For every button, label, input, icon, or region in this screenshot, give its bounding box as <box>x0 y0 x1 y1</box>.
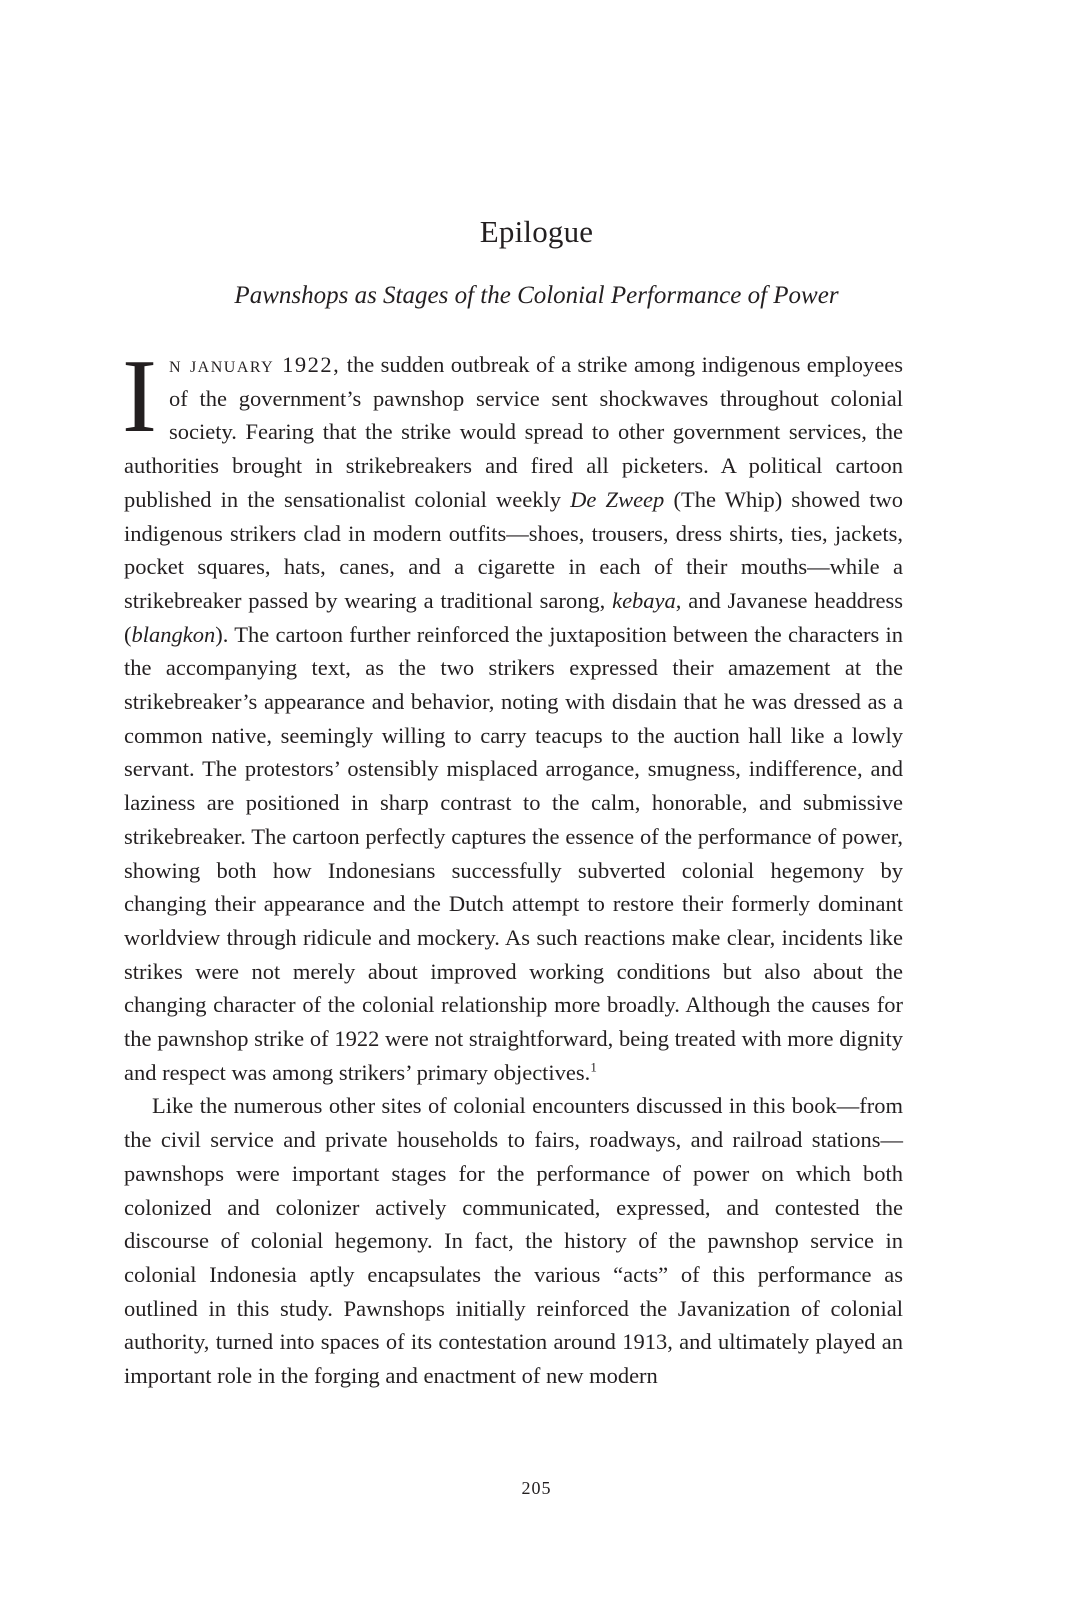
chapter-subtitle: Pawnshops as Stages of the Colonial Performance of Power <box>234 282 839 309</box>
paragraph-1-text-c: , and Javanese headdress ( <box>124 587 903 647</box>
term-blangkon: blangkon <box>131 621 216 647</box>
page-number: 205 <box>521 1478 552 1498</box>
paragraph-1-text-d: ). The cartoon further reinforced the juxtaposition between the characters in the accompanying text, as the two strikers expressed their amazement at the strikebreaker’s appearance and behavior, noting with disdain that he was dressed as a common native, seemingly willing to carry teacups to the auction hall like a lowly servant. The protestors’ ostensibly misplaced arrogance, smugness, indifference, and laziness are positioned in sharp contrast to the calm, honorable, and submissive strikebreaker. The cartoon perfectly captures the essence of the performance of power, showing both how Indonesians successfully subverted colonial hegemony by changing their appearance and the Dutch attempt to restore their formerly dominant worldview through ridicule and mockery. As such reactions make clear, incidents like strikes were not merely about improved working conditions but also about the changing character of the colonial relationship more broadly. Although the causes for the pawnshop strike of 1922 were not straightforward, being treated with more dignity and respect was among strikers’ primary objectives. <box>124 621 903 1085</box>
chapter-title: Epilogue <box>479 214 594 249</box>
term-kebaya: kebaya <box>612 587 676 613</box>
paragraph-1-text-a: the sudden outbreak of a strike among indigenous employees of the government’s pawnshop service sent shockwaves throughout colonial society. Fearing that the strike would spread to other government services, the authorities brought in strikebreakers and fired all picketers. A political cartoon published in the sensationalist colonial weekly <box>124 352 903 512</box>
footnote-marker: 1 <box>590 1059 597 1075</box>
paragraph-2: Like the numerous other sites of colonial encounters discussed in this book—from the civil service and private households to fairs, roadways, and railroad stations—pawnshops were important stages for the performance of power on which both colonized and colonizer actively communicated, expressed, and contested the discourse of colonial hegemony. In fact, the history of the pawnshop service in colonial Indonesia aptly encapsulates the various “acts” of this performance as outlined in this study. Pawnshops initially reinforced the Javanization of colonial authority, turned into spaces of its contestation around 1913, and ultimately played an important role in the forging and enactment of new modern <box>124 1093 903 1389</box>
periodical-title: De Zweep <box>570 486 665 512</box>
drop-cap: I <box>122 337 157 454</box>
lead-in-smallcaps: n january 1922, <box>168 352 341 377</box>
paragraph-1-text-b: (The Whip) showed two indigenous strikers clad in modern outfits—shoes, trousers, dress shirts, ties, jackets, pocket squares, hats, canes, and a cigarette in each of their mouths—while a strikebreaker passed by wearing a traditional sarong, <box>124 486 904 613</box>
paragraph-1 <box>122 337 904 1089</box>
body-text <box>122 337 904 1393</box>
